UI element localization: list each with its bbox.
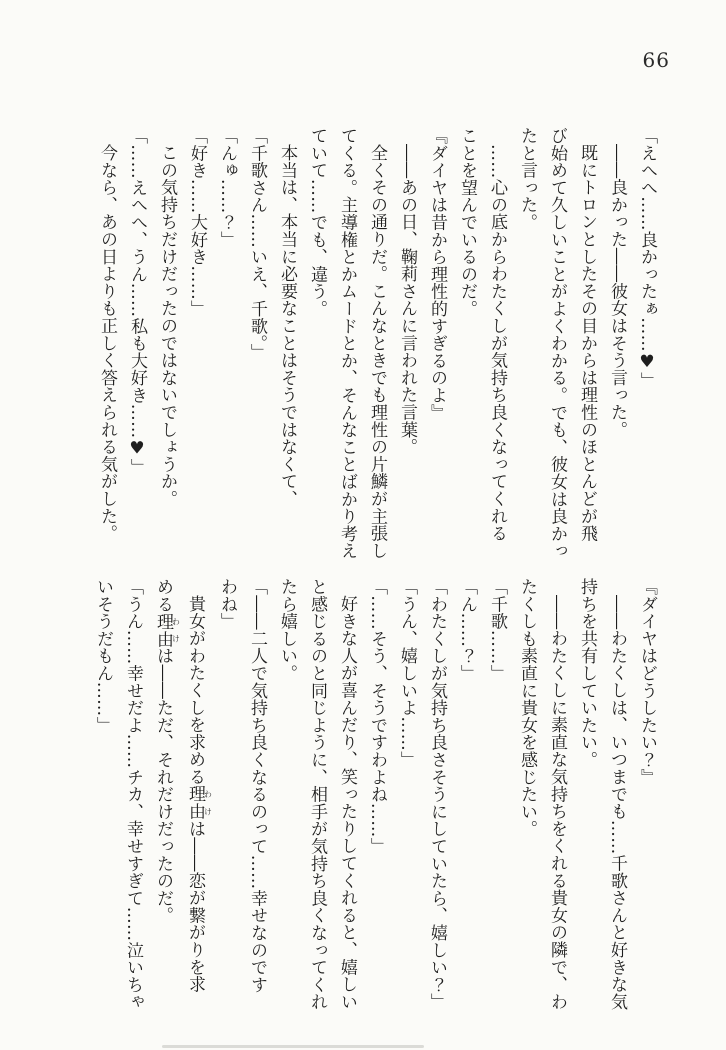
text-line: わね」 [217, 578, 237, 630]
text-line: 全くその通りだ。こんなときでも理性の片鱗が主張し [367, 144, 387, 560]
text-line: 「千歌……」 [487, 578, 507, 682]
text-line: 好きな人が喜んだり、笑ったりしてくれると、嬉しい [337, 595, 357, 1011]
text-line: 今なら、あの日よりも正しく答えられる気がした。 [97, 144, 117, 542]
text-line: ――わたくしは、いつまでも……千歌さんと好きな気 [607, 595, 627, 1011]
text-line: 「好き……大好き……」 [187, 127, 207, 318]
text-line: び始めて久しいことがよくわかる。でも、彼女は良かっ [547, 127, 567, 560]
scan-artifact-line [162, 1045, 424, 1048]
text-line: いそうだもん……」 [93, 578, 113, 734]
text-line: 『ダイヤはどうしたい？』 [637, 578, 657, 786]
text-line: 「うん、嬉しいよ……」 [397, 578, 417, 769]
text-line: ――わたくしに素直な気持ちをくれる貴女の隣で、わ [547, 595, 567, 1011]
page-number: 66 [642, 48, 670, 72]
text-line: ……心の底からわたくしが気持ち良くなってくれる [487, 144, 507, 542]
text-line: 貴女がわたくしを求める理由わけは――恋が繋がりを求 [185, 595, 213, 993]
text-line: たら嬉しい。 [277, 578, 297, 682]
text-line: 「……えへへ、うん……私も大好き……♥」 [127, 127, 147, 476]
text-line: ことを望んでいるのだ。 [457, 127, 477, 318]
text-line: ――あの日、鞠莉さんに言われた言葉。 [397, 144, 417, 456]
text-line: める理由わけは――ただ、それだけだったのだ。 [153, 578, 181, 925]
text-line: 持ちを共有していたい。 [577, 578, 597, 769]
text-line: 『ダイヤは昔から理性的すぎるのよ』 [427, 127, 447, 422]
text-line: 「千歌さん……いえ、千歌。」 [247, 127, 267, 361]
text-line: 「うん……幸せだよ……チカ、幸せすぎて……泣いちゃ [123, 578, 143, 1011]
furigana-ruby: 理由わけ [153, 612, 181, 648]
text-line: たと言った。 [517, 127, 537, 231]
text-line: 「――二人で気持ち良くなるのって……幸せなのです [247, 578, 267, 994]
furigana-ruby: 理由わけ [185, 785, 213, 820]
text-line: 「わたくしが気持ち良さそうにしていたら、嬉しい？」 [427, 578, 447, 1011]
text-section-bottom [88, 578, 662, 1018]
text-line: 「……そう、そうですわよね……」 [367, 578, 387, 855]
text-line: と感じるのと同じように、相手が気持ち良くなってくれ [307, 578, 327, 1011]
text-section-top [92, 127, 662, 563]
text-line: 「えへへ……良かったぁ……♥」 [637, 127, 657, 390]
text-line: てくる。主導権とかムードとか、そんなことばかり考え [337, 127, 357, 560]
text-line: たくしも素直に貴女を感じたい。 [517, 578, 537, 838]
text-line: 本当は、本当に必要なことはそうではなくて、 [277, 144, 297, 508]
text-line: 「んゅ……？」 [217, 127, 237, 249]
text-line: ていて……でも、違う。 [307, 127, 327, 318]
text-line: この気持ちだけだったのではないでしょうか。 [157, 144, 177, 508]
text-line: ――良かった――彼女はそう言った。 [607, 144, 627, 439]
text-line: 「ん……？」 [457, 578, 477, 682]
text-line: 既にトロンとしたその目からは理性のほとんどが飛 [577, 144, 597, 542]
